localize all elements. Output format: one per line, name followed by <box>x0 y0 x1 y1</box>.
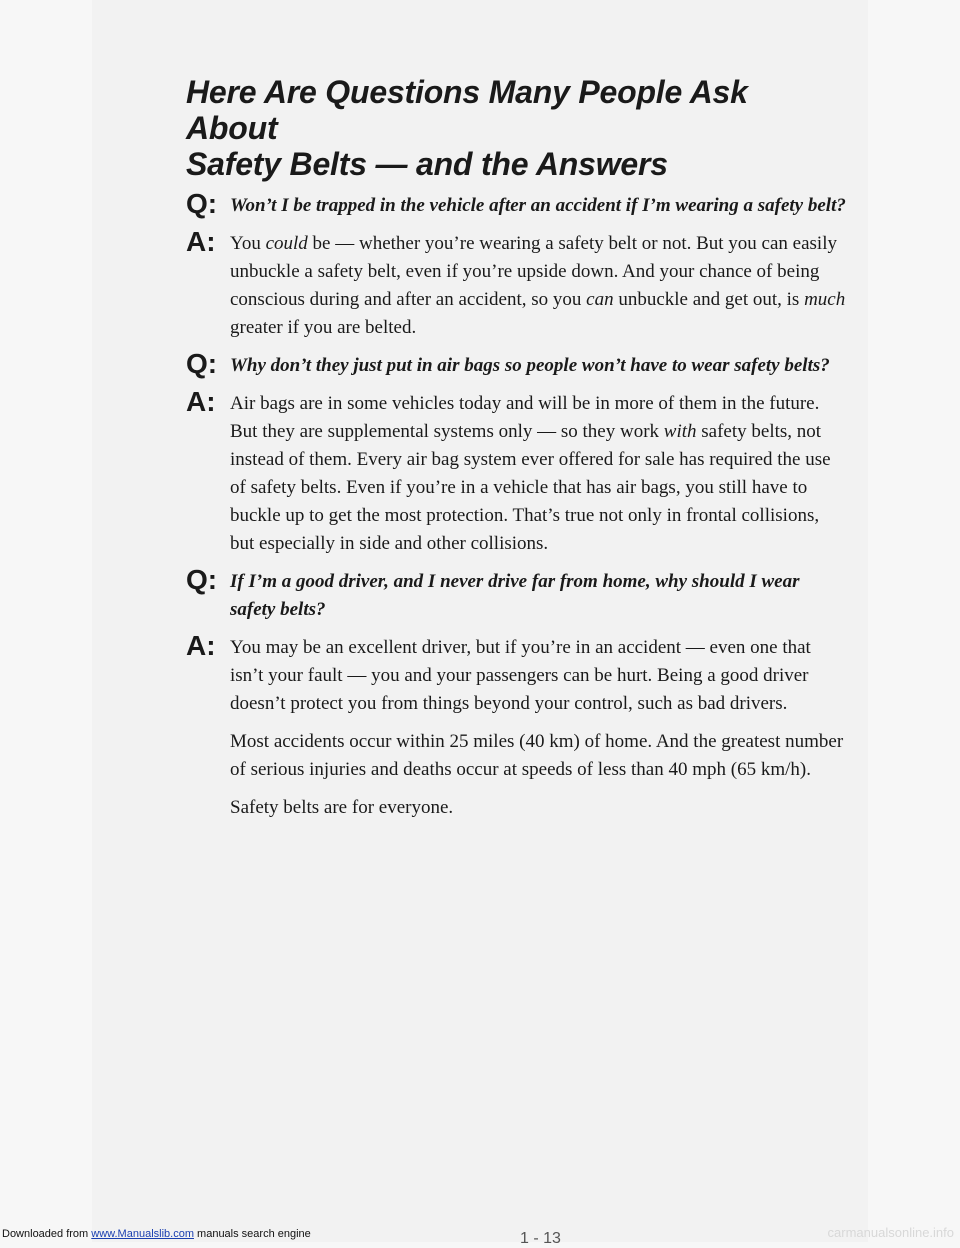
question-text: Won’t I be trapped in the vehicle after an accident if I’m wearing a safety belt? <box>230 195 846 216</box>
answer-block <box>186 226 846 342</box>
question-marker: Q: <box>186 188 218 219</box>
answer-paragraph: Most accidents occur within 25 miles (40 km) of home. And the greatest number of serious injuries and deaths occur at speeds of less than 40 mph (65 km/h). <box>230 731 844 780</box>
question-block <box>186 188 846 220</box>
watermark: carmanualsonline.info <box>827 1225 954 1240</box>
question-block <box>186 564 846 624</box>
download-footer: Downloaded from www.Manualslib.com manuals search engine <box>2 1228 311 1240</box>
page-heading <box>186 74 846 182</box>
answer-block <box>186 386 846 558</box>
question-text: If I’m a good driver, and I never drive far from home, why should I wear safety belts? <box>230 571 800 620</box>
heading-line-2: Safety Belts — and the Answers <box>186 146 668 182</box>
answer-marker: A: <box>186 630 216 661</box>
question-marker: Q: <box>186 564 218 595</box>
answer-marker: A: <box>186 226 216 257</box>
answer-text: You could be — whether you’re wearing a safety belt or not. But you can easily unbuckle a safety belt, even if you’re upside down. And your chance of being conscious during and after an accident, so you can unbuckle and get out, is much greater if you are belted. <box>230 233 846 338</box>
answer-marker: A: <box>186 386 216 417</box>
page-content <box>186 74 846 822</box>
manualslib-link[interactable]: www.Manualslib.com <box>91 1228 194 1240</box>
heading-line-1: Here Are Questions Many People Ask About <box>186 74 748 146</box>
question-text: Why don’t they just put in air bags so people won’t have to wear safety belts? <box>230 355 830 376</box>
answer-text: Air bags are in some vehicles today and will be in more of them in the future. But they are supplemental systems only — so they work with safety belts, not instead of them. Every air bag system ever offered for sale has required the use of safety belts. Even if you’re in a vehicle that has air bags, you still have to buckle up to get the most protection. That’s true not only in frontal collisions, but especially in side and other collisions. <box>230 393 831 554</box>
answer-paragraph: Safety belts are for everyone. <box>230 797 454 818</box>
answer-block <box>186 630 846 718</box>
page-number: 1 - 13 <box>520 1230 561 1247</box>
answer-text: You may be an excellent driver, but if you’re in an accident — even one that isn’t your fault — you and your passengers can be hurt. Being a good driver doesn’t protect you from things beyond your control, such as bad drivers. <box>230 637 811 714</box>
question-block <box>186 348 846 380</box>
question-marker: Q: <box>186 348 218 379</box>
